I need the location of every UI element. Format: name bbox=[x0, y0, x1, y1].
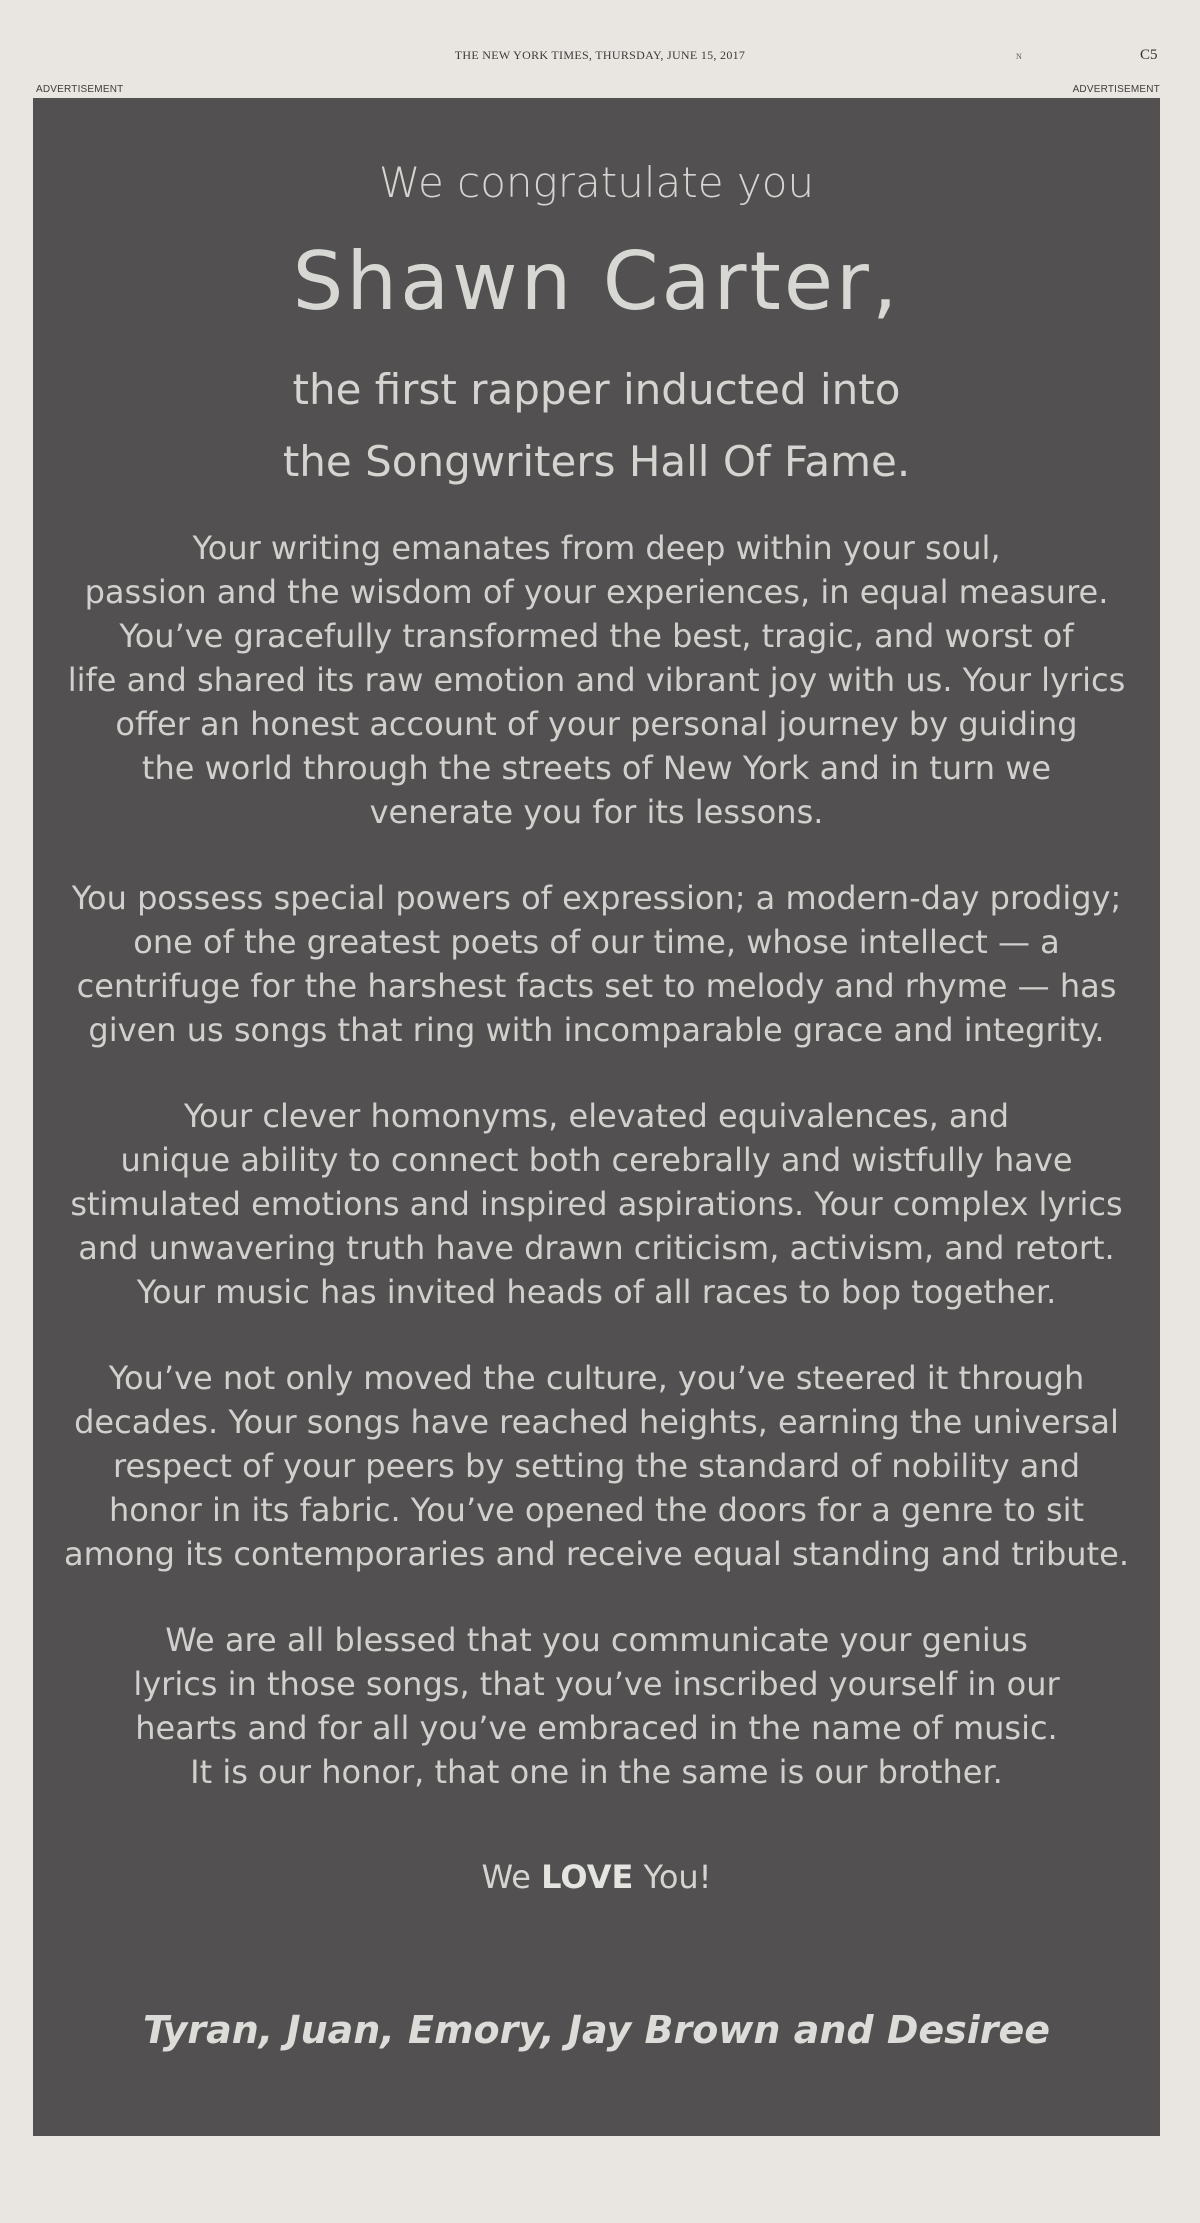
achievement-text bbox=[33, 354, 1160, 498]
edition-mark: N bbox=[1016, 52, 1022, 61]
achievement-line: the first rapper inducted into bbox=[292, 365, 901, 414]
paragraph-line: hearts and for all you’ve embraced in the name of music. bbox=[135, 1709, 1058, 1747]
paragraph-line: one of the greatest poets of our time, whose intellect — a bbox=[133, 923, 1060, 961]
paragraph-line: Your clever homonyms, elevated equivalences, and bbox=[183, 1097, 1010, 1135]
greeting-line: We congratulate you bbox=[378, 158, 815, 207]
paragraph-line: venerate you for its lessons. bbox=[369, 793, 824, 831]
signature: Tyran, Juan, Emory, Jay Brown and Desiree bbox=[142, 2008, 1051, 2052]
tribute-paragraph-3 bbox=[33, 1094, 1160, 1314]
paragraph-line: It is our honor, that one in the same is our brother. bbox=[190, 1753, 1003, 1791]
paragraph-line: Your writing emanates from deep within your soul, bbox=[192, 529, 1001, 567]
paragraph-line: honor in its fabric. You’ve opened the doors for a genre to sit bbox=[108, 1491, 1085, 1529]
love-we: We bbox=[481, 1858, 531, 1896]
paragraph-line: stimulated emotions and inspired aspirations. Your complex lyrics bbox=[70, 1185, 1123, 1223]
love-emphasis: LOVE bbox=[541, 1858, 634, 1896]
paragraph-line: offer an honest account of your personal journey by guiding bbox=[115, 705, 1078, 743]
tribute-paragraph-4 bbox=[33, 1356, 1160, 1576]
advertisement-label-right: ADVERTISEMENT bbox=[1072, 84, 1160, 95]
paragraph-line: centrifuge for the harshest facts set to melody and rhyme — has bbox=[76, 967, 1117, 1005]
newspaper-masthead: THE NEW YORK TIMES, THURSDAY, JUNE 15, 2017 bbox=[454, 48, 746, 62]
love-line bbox=[33, 1858, 1160, 1896]
paragraph-line: and unwavering truth have drawn criticism, activism, and retort. bbox=[78, 1229, 1115, 1267]
love-you: You! bbox=[643, 1858, 712, 1896]
tribute-paragraph-2 bbox=[33, 876, 1160, 1052]
paragraph-line: You’ve not only moved the culture, you’ve steered it through bbox=[108, 1359, 1085, 1397]
advertisement-panel bbox=[33, 98, 1160, 2136]
honoree-name: Shawn Carter, bbox=[292, 235, 901, 328]
paragraph-line: respect of your peers by setting the standard of nobility and bbox=[113, 1447, 1080, 1485]
paragraph-line: life and shared its raw emotion and vibrant joy with us. Your lyrics bbox=[67, 661, 1126, 699]
tribute-paragraph-1 bbox=[33, 526, 1160, 834]
paragraph-line: among its contemporaries and receive equal standing and tribute. bbox=[64, 1535, 1129, 1573]
advertisement-label-left: ADVERTISEMENT bbox=[36, 84, 124, 95]
paragraph-line: Your music has invited heads of all races to bop together. bbox=[136, 1273, 1057, 1311]
paragraph-line: given us songs that ring with incomparable grace and integrity. bbox=[88, 1011, 1105, 1049]
paragraph-line: You possess special powers of expression; a modern-day prodigy; bbox=[71, 879, 1122, 917]
tribute-paragraph-5 bbox=[33, 1618, 1160, 1794]
paragraph-line: You’ve gracefully transformed the best, tragic, and worst of bbox=[119, 617, 1074, 655]
paragraph-line: unique ability to connect both cerebrally and wistfully have bbox=[120, 1141, 1073, 1179]
paragraph-line: the world through the streets of New York and in turn we bbox=[141, 749, 1052, 787]
paragraph-line: lyrics in those songs, that you’ve inscribed yourself in our bbox=[133, 1665, 1060, 1703]
paragraph-line: decades. Your songs have reached heights, earning the universal bbox=[74, 1403, 1119, 1441]
achievement-line: the Songwriters Hall Of Fame. bbox=[282, 437, 911, 486]
page-number: C5 bbox=[1140, 47, 1158, 63]
paragraph-line: passion and the wisdom of your experiences, in equal measure. bbox=[84, 573, 1109, 611]
paragraph-line: We are all blessed that you communicate your genius bbox=[165, 1621, 1028, 1659]
